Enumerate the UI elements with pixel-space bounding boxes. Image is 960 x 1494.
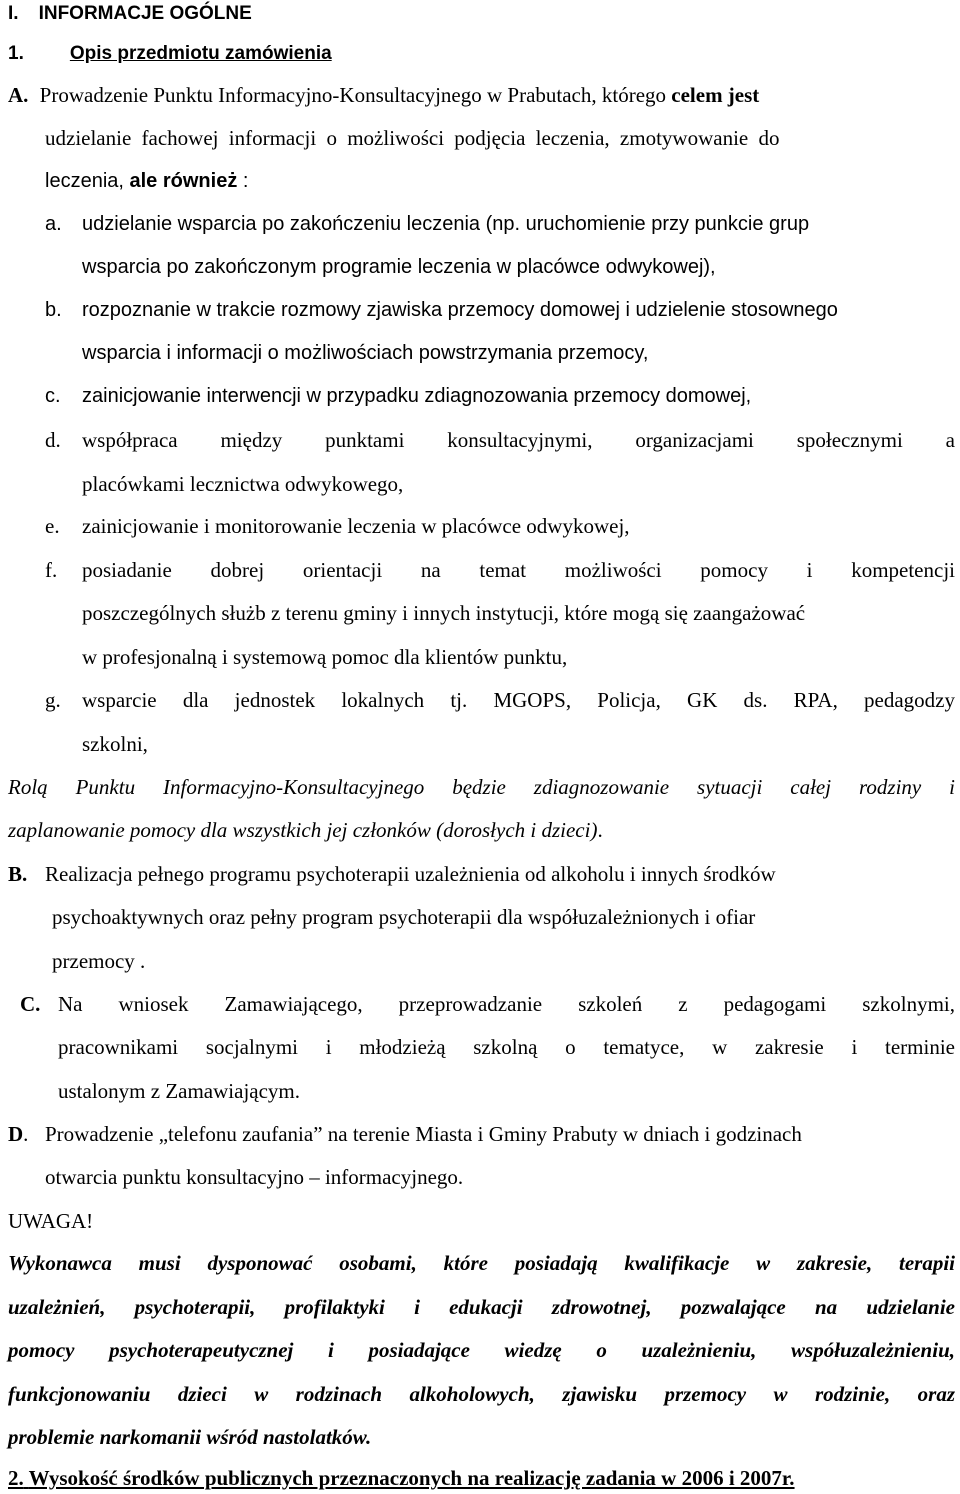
role-line-2 (8, 820, 603, 841)
part-c-line-3: ustalonym z Zamawiającym. (58, 1079, 301, 1103)
part-b-line-2: psychoaktywnych oraz pełny program psychoterapii dla współuzależnionych i ofiar (52, 905, 756, 929)
part-d-line-1: Prowadzenie „telefonu zaufania” na terenie Miasta i Gminy Prabuty w dniach i godzinach (45, 1122, 802, 1146)
list-item-a-line-1: udzielanie wsparcia po zakończeniu leczenia (np. uruchomienie przy punkcie grup (82, 213, 810, 235)
part-a-text-1: Prowadzenie Punktu Informacyjno-Konsultacyjnego w Prabutach, którego (39, 83, 667, 107)
list-item-g-line-2: szkolni, (82, 732, 148, 756)
list-item-c-line-1: zainicjowanie interwencji w przypadku zdiagnozowania przemocy domowej, (82, 385, 752, 407)
warning-line-1: Wykonawca musi dysponować osobami, które posiadają kwalifikacje w zakresie, terapii (8, 1251, 955, 1275)
subsection-number: 1. (8, 43, 24, 64)
list-item-f-line-2: poszczególnych służb z terenu gminy i innych instytucji, które mogą się zaangażować (82, 601, 806, 625)
part-b-line-3: przemocy . (52, 949, 146, 973)
list-item-f-line-1: posiadanie dobrej orientacji na temat możliwości pomocy i kompetencji (82, 558, 955, 582)
subsection-heading (8, 44, 332, 63)
role-text-2: zaplanowanie pomocy dla wszystkich jej członków (dorosłych i dzieci) (8, 818, 598, 842)
list-item-b-line-2: wsparcia i informacji o możliwościach powstrzymania przemocy, (82, 342, 649, 364)
warning-line-3: pomocy psychoterapeutycznej i posiadające wiedzę o uzależnieniu, współuzależnieniu, (8, 1338, 955, 1362)
part-d-dot: . (23, 1122, 29, 1146)
list-item-c-letter: c. (45, 385, 61, 407)
list-item-b-letter: b. (45, 299, 62, 321)
list-item-e-line-1: zainicjowanie i monitorowanie leczenia w placówce odwykowej, (82, 514, 630, 538)
part-a-text-3a: leczenia, (45, 170, 124, 192)
section-2-heading (8, 1468, 795, 1489)
part-c-line-1: Na wniosek Zamawiającego, przeprowadzanie szkoleń z pedagogami szkolnymi, (58, 992, 955, 1016)
part-a-bold-3: ale również (129, 170, 238, 192)
part-d-line-2: otwarcia punktu konsultacyjno – informacyjnego. (45, 1165, 464, 1189)
role-line-1: Rolą Punktu Informacyjno-Konsultacyjnego będzie zdiagnozowanie sytuacji całej rodziny i (8, 775, 955, 799)
list-item-d-line-1: współpraca między punktami konsultacyjnymi, organizacjami społecznymi a (82, 428, 955, 452)
section-2-number: 2. (8, 1466, 24, 1490)
list-item-g-letter: g. (45, 688, 61, 712)
part-d-letter: D (8, 1122, 24, 1146)
role-text-2-end: . (597, 818, 603, 842)
part-a-text-3b: : (237, 170, 249, 192)
list-item-f-letter: f. (45, 558, 58, 582)
warning-line-2: uzależnień, psychoterapii, profilaktyki i edukacji zdrowotnej, pozwalające na udzielanie (8, 1295, 955, 1319)
list-item-a-line-2: wsparcia po zakończonym programie leczenia w placówce odwykowej), (82, 256, 716, 278)
part-a-bold-1: celem jest (671, 83, 760, 107)
list-item-b-line-1: rozpoznanie w trakcie rozmowy zjawiska przemocy domowej i udzielenie stosownego (82, 299, 838, 321)
heading-title: INFORMACJE OGÓLNE (38, 3, 252, 24)
part-c-letter: C. (20, 992, 41, 1016)
subsection-title: Opis przedmiotu zamówienia (69, 43, 332, 64)
list-item-d-letter: d. (45, 428, 61, 452)
list-item-d-line-2: placówkami lecznictwa odwykowego, (82, 472, 404, 496)
list-item-e-letter: e. (45, 514, 60, 538)
part-a-letter: A. (8, 83, 29, 107)
part-a-line-1 (8, 85, 954, 106)
heading-roman: I. (8, 3, 19, 24)
warning-line-4: funkcjonowaniu dzieci w rodzinach alkoholowych, zjawisku przemocy w rodzinie, oraz (8, 1382, 955, 1406)
part-c-line-2: pracownikami socjalnymi i młodzieżą szkolną o tematyce, w zakresie i terminie (58, 1035, 955, 1059)
part-b-line-1: Realizacja pełnego programu psychoterapii uzależnienia od alkoholu i innych środków (45, 862, 776, 886)
list-item-f-line-3: w profesjonalną i systemową pomoc dla klientów punktu, (82, 645, 568, 669)
warning-title: UWAGA! (8, 1209, 94, 1233)
part-d-letter-wrap (8, 1124, 28, 1145)
warning-line-5: problemie narkomanii wśród nastolatków. (8, 1425, 372, 1449)
part-a-line-2 (45, 128, 955, 149)
list-item-a-letter: a. (45, 213, 62, 235)
section-heading (8, 4, 252, 23)
part-a-line-3 (45, 171, 248, 191)
list-item-g-line-1: wsparcie dla jednostek lokalnych tj. MGOPS, Policja, GK ds. RPA, pedagodzy (82, 688, 955, 712)
part-a-text-2: udzielanie fachowej informacji o możliwości podjęcia leczenia, zmotywowanie do (45, 126, 780, 150)
part-b-letter: B. (8, 862, 28, 886)
section-2-title: Wysokość środków publicznych przeznaczonych na realizację zadania w 2006 i 2007r. (28, 1466, 795, 1490)
